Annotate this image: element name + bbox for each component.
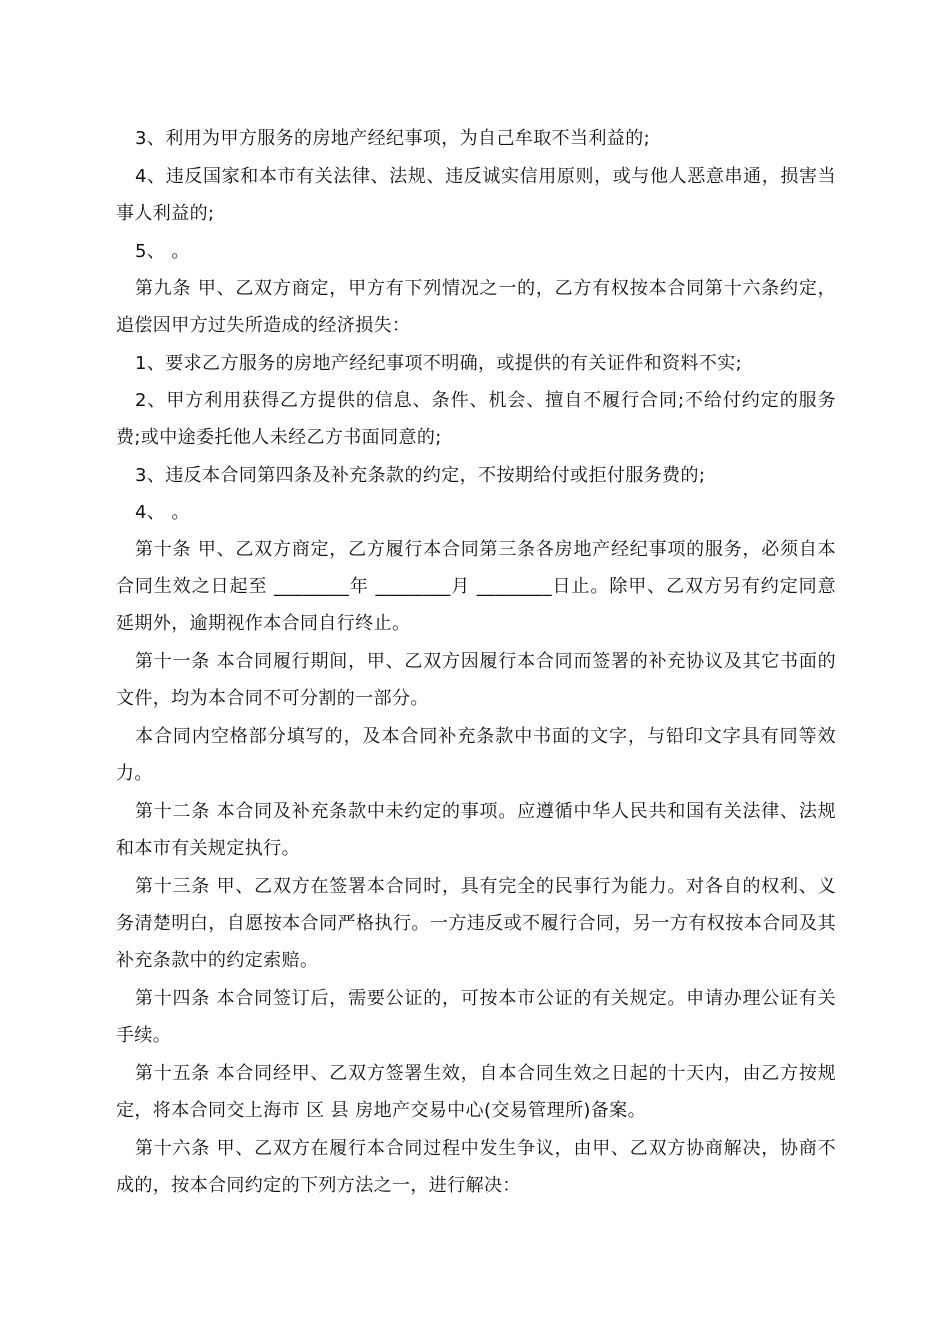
- article-12: 第十二条 本合同及补充条款中未约定的事项。应遵循中华人民共和国有关法律、法规和本市有关规定执行。: [116, 801, 836, 859]
- article-9-item-4: 4、 。: [135, 502, 190, 523]
- article-9-item-3: 3、违反本合同第四条及补充条款的约定，不按期给付或拒付服务费的;: [135, 465, 706, 486]
- article-11: 第十一条 本合同履行期间，甲、乙双方因履行本合同而签署的补充协议及其它书面的文件，均为本合同不可分割的一部分。: [116, 651, 836, 709]
- article-9-item-1: 1、要求乙方服务的房地产经纪事项不明确，或提供的有关证件和资料不实;: [135, 353, 743, 374]
- clause-item-5: 5、 。: [135, 241, 190, 262]
- article-9-item-2: 2、甲方利用获得乙方提供的信息、条件、机会、擅自不履行合同;不给付约定的服务费;或中途委托他人未经乙方书面同意的;: [116, 390, 836, 448]
- clause-item-3: 3、利用为甲方服务的房地产经纪事项，为自己牟取不当利益的;: [135, 128, 651, 149]
- article-13: 第十三条 甲、乙双方在签署本合同时，具有完全的民事行为能力。对各自的权利、义务清楚明白，自愿按本合同严格执行。一方违反或不履行合同，另一方有权按本合同及其补充条款中的约定索赔。: [116, 876, 836, 971]
- clause-item-4: 4、违反国家和本市有关法律、法规、违反诚实信用原则，或与他人恶意串通，损害当事人利益的;: [116, 166, 836, 224]
- article-14: 第十四条 本合同签订后，需要公证的，可按本市公证的有关规定。申请办理公证有关手续。: [116, 988, 836, 1046]
- article-10: 第十条 甲、乙双方商定，乙方履行本合同第三条各房地产经纪事项的服务，必须自本合同生效之日起至 ________年 ________月 ________日止。除甲、乙双方另有约定同意延期外，逾期视作本合同自行终止。: [116, 539, 836, 634]
- article-11-supplement: 本合同内空格部分填写的，及本合同补充条款中书面的文字，与铅印文字具有同等效力。: [116, 726, 836, 784]
- article-9: 第九条 甲、乙双方商定，甲方有下列情况之一的，乙方有权按本合同第十六条约定，追偿因甲方过失所造成的经济损失：: [116, 278, 836, 336]
- article-15: 第十五条 本合同经甲、乙双方签署生效，自本合同生效之日起的十天内，由乙方按规定，将本合同交上海市 区 县 房地产交易中心(交易管理所)备案。: [116, 1063, 836, 1121]
- article-16: 第十六条 甲、乙双方在履行本合同过程中发生争议，由甲、乙双方协商解决，协商不成的，按本合同约定的下列方法之一，进行解决：: [116, 1138, 836, 1196]
